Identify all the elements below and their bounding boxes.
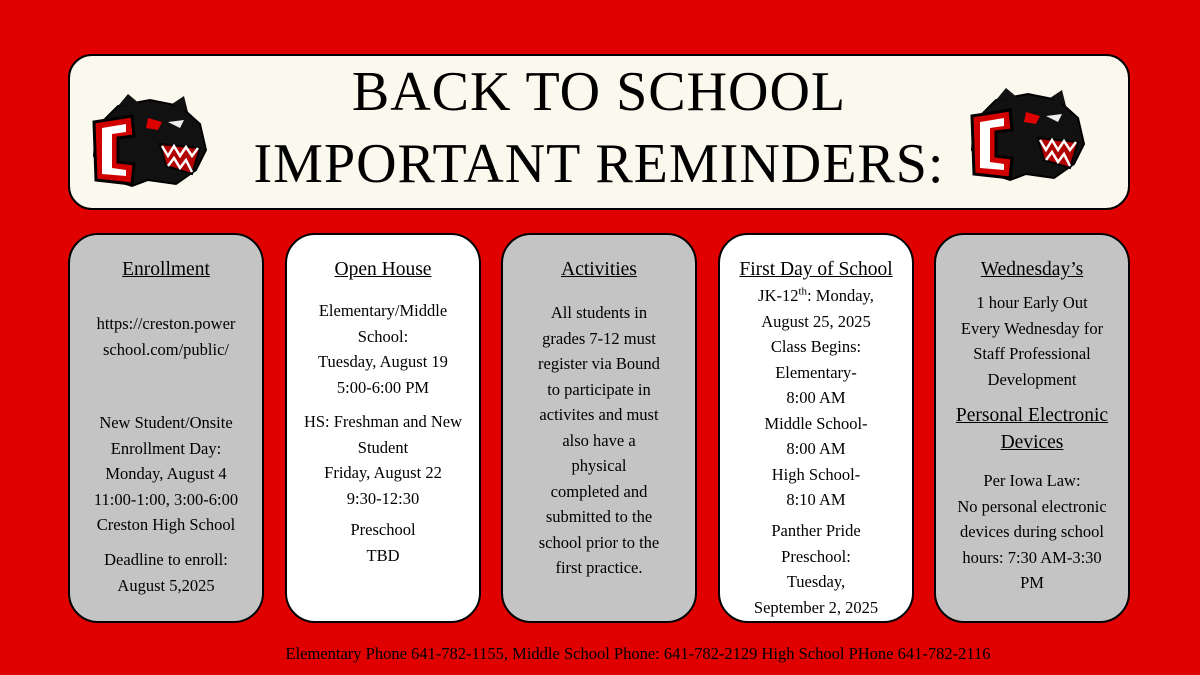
activities-heading: Activities [561,259,637,280]
info-line: School: [357,326,409,346]
first-day-card [718,233,914,623]
wednesdays-card [934,233,1130,623]
info-line: Preschool [350,520,416,539]
jk12-suffix: : Monday, [807,286,874,305]
title-line-1: BACK TO SCHOOL [351,61,847,123]
info-line: Tuesday, [786,572,846,591]
info-line: first practice. [555,558,643,577]
early-out-info [936,290,1128,392]
enrollment-deadline [70,547,262,598]
info-line: 1 hour Early Out [976,293,1088,312]
info-line: submitted to the [545,507,653,526]
info-line: also have a [562,430,636,450]
info-line: Preschool: [781,546,851,566]
info-line: All students in [550,303,648,322]
electronic-devices-heading [936,402,1128,456]
info-line: activites and must [539,405,659,424]
info-line: 8:00 AM [786,388,846,407]
panther-logo-icon [966,86,1088,182]
info-line: Student [357,437,409,457]
info-line: TBD [366,545,400,565]
preschool-open-house [287,517,479,568]
info-line: physical [571,456,627,475]
open-house-card [285,233,481,623]
activities-card [501,233,697,623]
iowa-law-info [936,468,1128,596]
enrollment-url-line: https://creston.power [96,314,236,333]
elementary-middle-open-house [287,298,479,400]
info-line: Middle School- [764,413,868,433]
info-line: HS: Freshman and New [303,412,463,431]
info-line: to participate in [547,379,651,399]
info-line: hours: 7:30 AM-3:30 [962,547,1102,567]
info-line: Development [987,369,1077,389]
info-line: completed and [550,481,648,501]
wednesdays-heading: Wednesday’s [980,259,1084,280]
info-line: devices during school [960,522,1104,541]
open-house-heading: Open House [334,259,432,280]
info-line: Class Begins: [770,337,862,356]
enrollment-heading: Enrollment [122,259,210,280]
jk12-line [720,283,912,309]
heading-line: Devices [1000,432,1064,453]
info-line: Elementary/Middle [318,301,448,320]
panther-logo-icon [88,92,210,188]
onsite-enrollment-info [70,410,262,538]
phone-footer: Elementary Phone 641-782-1155, Middle School Phone: 641-782-2129 High School PHone 641-782-2116 [285,644,991,663]
info-line: 11:00-1:00, 3:00-6:00 [93,489,239,509]
info-line: Creston High School [96,515,236,534]
info-line: New Student/Onsite [99,413,233,432]
title-line-2: IMPORTANT REMINDERS: [253,133,945,195]
jk12-superscript: th [798,285,808,298]
info-line: 8:10 AM [786,490,846,509]
info-line: Tuesday, August 19 [318,352,448,371]
info-line: Monday, August 4 [105,464,227,483]
info-line: register via Bound [538,354,660,373]
preschool-first-day [720,518,912,620]
enrollment-url-line: school.com/public/ [102,339,230,359]
info-line: grades 7-12 must [542,328,656,348]
info-line: High School- [771,464,861,484]
info-line: Elementary- [775,362,857,382]
first-day-heading: First Day of School [739,259,893,280]
jk12-prefix: JK-12 [758,286,799,305]
activities-body [503,300,695,581]
high-school-open-house [287,409,479,511]
info-line: 5:00-6:00 PM [336,377,430,397]
info-line: Every Wednesday for [960,318,1104,338]
enrollment-url[interactable] [70,311,262,362]
info-line: 8:00 AM [786,439,846,458]
info-line: Panther Pride [771,521,861,540]
info-line: Staff Professional [973,344,1091,363]
info-line: Per Iowa Law: [983,471,1081,490]
info-line: 9:30-12:30 [346,488,420,508]
first-day-schedule [720,283,912,513]
info-line: August 25, 2025 [761,311,871,331]
info-line: school prior to the [538,532,660,552]
info-line: September 2, 2025 [753,597,879,617]
info-line: PM [1020,573,1044,592]
info-line: Friday, August 22 [324,463,442,482]
info-line: August 5,2025 [117,575,215,595]
enrollment-card [68,233,264,623]
heading-line: Personal Electronic [955,405,1109,426]
info-line: No personal electronic [957,496,1107,516]
info-line: Deadline to enroll: [104,550,228,569]
info-line: Enrollment Day: [110,438,222,458]
